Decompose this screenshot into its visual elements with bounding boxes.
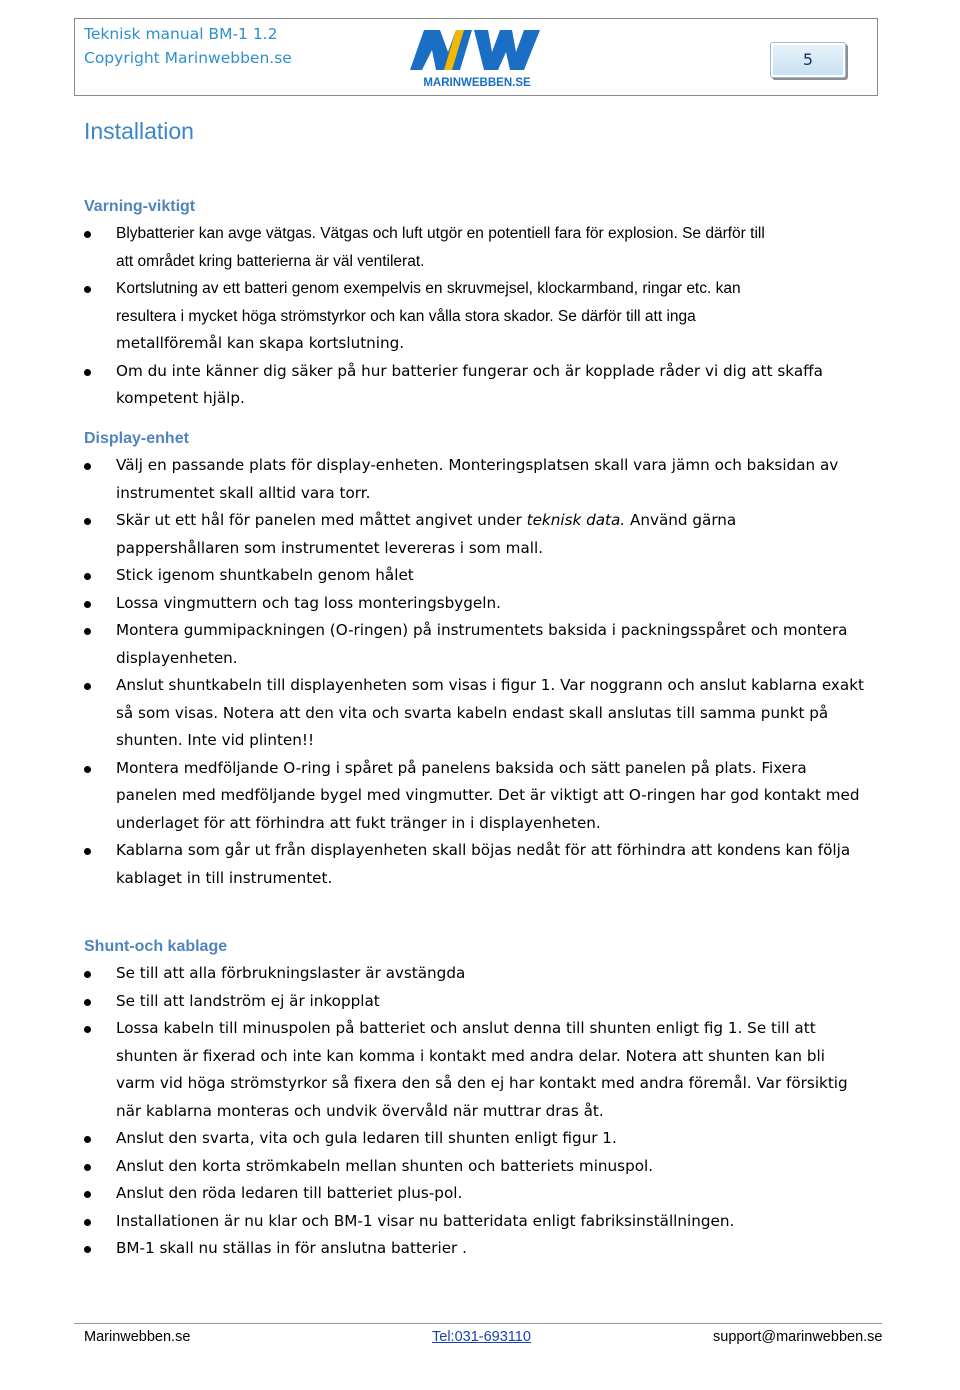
logo-m-shape <box>410 30 472 70</box>
heading-display: Display-enhet <box>84 430 189 447</box>
list-item: Montera gummipackningen (O-ringen) på instrumentets baksida i packningsspåret och montera displayenheten. <box>84 617 884 672</box>
copyright: Copyright Marinwebben.se <box>84 49 292 67</box>
bullet-icon <box>84 573 91 580</box>
list-item: Stick igenom shuntkabeln genom hålet <box>84 562 884 590</box>
page-title: Installation <box>84 118 194 144</box>
bullet-icon <box>84 1219 91 1226</box>
bullet-icon <box>84 971 91 978</box>
list-item: Lossa vingmuttern och tag loss monteringsbygeln. <box>84 590 884 618</box>
footer-phone-link[interactable]: Tel:031-693110 <box>432 1329 531 1345</box>
list-item: Anslut den röda ledaren till batteriet plus-pol. <box>84 1180 884 1208</box>
list-item: Se till att alla förbrukningslaster är avstängda <box>84 960 884 988</box>
list-item: Om du inte känner dig säker på hur batterier fungerar och är kopplade råder vi dig att skaffa kompetent hjälp. <box>84 358 884 413</box>
list-item: Montera medföljande O-ring i spåret på panelens baksida och sätt panelen på plats. Fixera panelen med medföljande bygel med vingmutter. Det är viktigt att O-ringen har god kontakt med underlaget för att förhindra att fukt tränger in i displayenheten. <box>84 755 884 838</box>
list-item: Anslut shuntkabeln till displayenheten som visas i figur 1. Var noggrann och anslut kablarna exakt så som visas. Notera att den vita och svarta kabeln endast skall anslutas till samma punkt på shunten. Inte vid plinten!! <box>84 672 884 755</box>
list-varning <box>84 220 884 413</box>
bullet-icon <box>84 628 91 635</box>
footer-site: Marinwebben.se <box>84 1329 191 1345</box>
list-item: Välj en passande plats för display-enheten. Monteringsplatsen skall vara jämn och baksidan av instrumentet skall alltid vara torr. <box>84 452 884 507</box>
heading-shunt: Shunt-och kablage <box>84 938 228 955</box>
footer-divider <box>74 1323 882 1324</box>
bullet-icon <box>84 1136 91 1143</box>
list-item: Anslut den svarta, vita och gula ledaren till shunten enligt figur 1. <box>84 1125 884 1153</box>
bullet-icon <box>84 999 91 1006</box>
list-shunt <box>84 960 884 1263</box>
bullet-icon <box>84 683 91 690</box>
bullet-icon <box>84 1164 91 1171</box>
bullet-icon <box>84 1191 91 1198</box>
logo-w-shape <box>474 30 540 70</box>
bullet-icon <box>84 463 91 470</box>
list-item: Kortslutning av ett batteri genom exempelvis en skruvmejsel, klockarmband, ringar etc. kan resultera i mycket höga strömstyrkor och kan vålla stora skador. Se därför till att inga metallföremål kan skapa kortslutning. <box>84 275 884 358</box>
list-item: Se till att landström ej är inkopplat <box>84 988 884 1016</box>
bullet-icon <box>84 369 91 376</box>
list-item: Skär ut ett hål för panelen med måttet angivet under teknisk data. Använd gärna pappershållaren som instrumentet levereras i som mall. <box>84 507 884 562</box>
bullet-icon <box>84 848 91 855</box>
header-text <box>84 22 292 70</box>
list-display <box>84 452 884 892</box>
bullet-icon <box>84 1026 91 1033</box>
list-item: Installationen är nu klar och BM-1 visar nu batteridata enligt fabriksinställningen. <box>84 1208 884 1236</box>
list-item: BM-1 skall nu ställas in för anslutna batterier . <box>84 1235 884 1263</box>
page-number-badge: 5 <box>770 42 846 78</box>
list-item: Kablarna som går ut från displayenheten skall böjas nedåt för att förhindra att kondens kan följa kablaget in till instrumentet. <box>84 837 884 892</box>
bullet-icon <box>84 601 91 608</box>
list-item: Blybatterier kan avge vätgas. Vätgas och luft utgör en potentiell fara för explosion. Se därför till att området kring batterierna är väl ventilerat. <box>84 220 884 275</box>
bullet-icon <box>84 766 91 773</box>
list-item: Anslut den korta strömkabeln mellan shunten och batteriets minuspol. <box>84 1153 884 1181</box>
marinwebben-logo <box>402 22 552 92</box>
bullet-icon <box>84 231 91 238</box>
bullet-icon <box>84 286 91 293</box>
footer-email: support@marinwebben.se <box>713 1329 883 1345</box>
logo-text: MARINWEBBEN.SE <box>423 77 531 89</box>
bullet-icon <box>84 1246 91 1253</box>
doc-title: Teknisk manual BM-1 1.2 <box>84 25 278 43</box>
bullet-icon <box>84 518 91 525</box>
list-item: Lossa kabeln till minuspolen på batteriet och anslut denna till shunten enligt fig 1. Se till att shunten är fixerad och inte kan komma i kontakt med andra delar. Notera att shunten kan bli varm vid höga strömstyrkor så fixera den så den ej har kontakt med andra föremål. Var försiktig när kablarna monteras och undvik övervåld när muttrar dras åt. <box>84 1015 884 1125</box>
heading-varning: Varning-viktigt <box>84 198 196 215</box>
